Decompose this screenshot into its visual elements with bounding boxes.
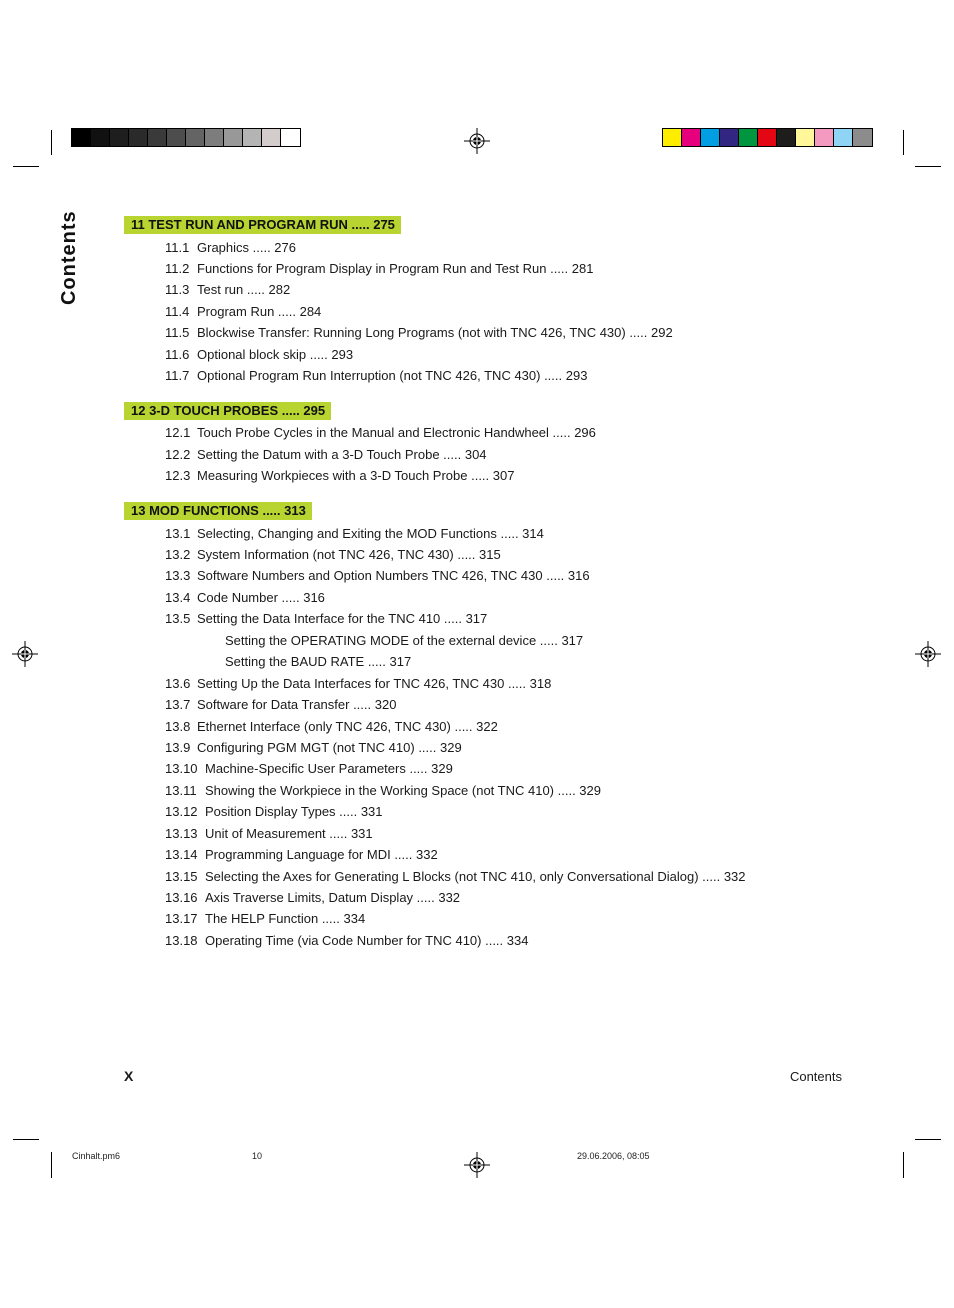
toc-entry-number: 11.3 bbox=[165, 282, 190, 297]
toc-entry-number: 11.1 bbox=[165, 240, 190, 255]
toc-entry-title: Showing the Workpiece in the Working Space (not TNC 410) ..... 329 bbox=[205, 783, 601, 798]
toc-entry-number: 13.12 bbox=[165, 804, 198, 819]
color-swatch bbox=[243, 129, 262, 146]
toc-entry[interactable] bbox=[165, 676, 551, 692]
running-footer-section: Contents bbox=[789, 1069, 842, 1084]
toc-entry-title: Operating Time (via Code Number for TNC 410) ..... 334 bbox=[205, 933, 529, 948]
color-swatch bbox=[91, 129, 110, 146]
toc-entry-title: Test run ..... 282 bbox=[197, 282, 291, 297]
toc-entry-number: 11.7 bbox=[165, 368, 190, 383]
toc-entry-title: Measuring Workpieces with a 3-D Touch Probe ..... 307 bbox=[197, 468, 515, 483]
crop-mark bbox=[13, 166, 39, 167]
color-swatch bbox=[739, 129, 758, 146]
toc-entry-number: 13.11 bbox=[165, 783, 197, 798]
toc-entry-number: 13.10 bbox=[165, 761, 198, 776]
toc-entry-number: 13.15 bbox=[165, 869, 198, 884]
color-swatch bbox=[777, 129, 796, 146]
color-swatch bbox=[167, 129, 186, 146]
color-swatch bbox=[834, 129, 853, 146]
toc-entry[interactable] bbox=[165, 740, 462, 756]
toc-entry-title: Machine-Specific User Parameters ..... 329 bbox=[205, 761, 453, 776]
color-swatch bbox=[72, 129, 91, 146]
color-swatch bbox=[682, 129, 701, 146]
color-swatch bbox=[262, 129, 281, 146]
toc-entry[interactable] bbox=[225, 633, 583, 649]
chapter-heading[interactable]: 11 TEST RUN AND PROGRAM RUN ..... 275 bbox=[124, 216, 401, 234]
color-swatch bbox=[853, 129, 872, 146]
toc-entry[interactable] bbox=[165, 425, 596, 441]
toc-entry[interactable] bbox=[165, 368, 587, 384]
toc-entry[interactable] bbox=[165, 240, 296, 256]
toc-entry-title: Selecting, Changing and Exiting the MOD Functions ..... 314 bbox=[197, 526, 544, 541]
toc-entry[interactable] bbox=[165, 447, 487, 463]
toc-entry-number: 12.3 bbox=[165, 468, 191, 483]
registration-mark-icon bbox=[464, 1152, 490, 1178]
toc-entry-title: Code Number ..... 316 bbox=[197, 590, 325, 605]
chapter-heading[interactable]: 13 MOD FUNCTIONS ..... 313 bbox=[124, 502, 312, 520]
crop-mark bbox=[915, 1139, 941, 1140]
color-calibration-bar bbox=[662, 128, 873, 147]
toc-entry[interactable] bbox=[165, 697, 396, 713]
color-swatch bbox=[815, 129, 834, 146]
page-title-vertical: Contents bbox=[58, 210, 80, 305]
toc-entry-title: Setting Up the Data Interfaces for TNC 426, TNC 430 ..... 318 bbox=[197, 676, 552, 691]
toc-entry[interactable] bbox=[165, 304, 321, 320]
toc-entry-number: 13.5 bbox=[165, 611, 191, 626]
toc-entry[interactable] bbox=[165, 547, 501, 563]
toc-entry[interactable] bbox=[225, 654, 411, 670]
registration-mark-icon bbox=[464, 128, 490, 154]
toc-entry[interactable] bbox=[165, 568, 590, 584]
color-swatch bbox=[701, 129, 720, 146]
toc-entry[interactable] bbox=[165, 933, 528, 949]
toc-entry[interactable] bbox=[165, 526, 544, 542]
color-swatch bbox=[281, 129, 300, 146]
color-swatch bbox=[129, 129, 148, 146]
toc-entry[interactable] bbox=[165, 761, 453, 777]
toc-entry[interactable] bbox=[165, 890, 460, 906]
toc-entry[interactable] bbox=[165, 590, 325, 606]
color-swatch bbox=[758, 129, 777, 146]
registration-mark-icon bbox=[915, 641, 941, 667]
toc-entry-number: 11.2 bbox=[165, 261, 190, 276]
toc-entry-title: Position Display Types ..... 331 bbox=[205, 804, 383, 819]
toc-entry-title: Setting the OPERATING MODE of the external device ..... 317 bbox=[225, 633, 584, 648]
toc-entry-number: 12.1 bbox=[165, 425, 191, 440]
toc-entry[interactable] bbox=[165, 468, 514, 484]
toc-entry-title: Programming Language for MDI ..... 332 bbox=[205, 847, 438, 862]
toc-entry-title: Graphics ..... 276 bbox=[197, 240, 296, 255]
toc-entry-title: Software for Data Transfer ..... 320 bbox=[197, 697, 397, 712]
toc-entry-number: 13.1 bbox=[165, 526, 191, 541]
toc-entry[interactable] bbox=[165, 847, 438, 863]
crop-mark bbox=[13, 1139, 39, 1140]
color-swatch bbox=[205, 129, 224, 146]
toc-entry-number: 13.6 bbox=[165, 676, 191, 691]
toc-entry-number: 13.4 bbox=[165, 590, 191, 605]
toc-entry-title: Unit of Measurement ..... 331 bbox=[205, 826, 373, 841]
toc-entry-title: Functions for Program Display in Program Run and Test Run ..... 281 bbox=[197, 261, 594, 276]
toc-entry-number: 13.7 bbox=[165, 697, 191, 712]
color-swatch bbox=[148, 129, 167, 146]
color-swatch bbox=[720, 129, 739, 146]
toc-entry-number: 13.13 bbox=[165, 826, 198, 841]
toc-entry-number: 13.3 bbox=[165, 568, 191, 583]
crop-mark bbox=[51, 130, 52, 155]
toc-entry-number: 11.6 bbox=[165, 347, 190, 362]
registration-mark-icon bbox=[12, 641, 38, 667]
toc-entry[interactable] bbox=[165, 261, 593, 277]
toc-entry-number: 13.2 bbox=[165, 547, 191, 562]
toc-entry-title: Setting the Data Interface for the TNC 410 ..... 317 bbox=[197, 611, 488, 626]
slug-filename: Cinhalt.pm6 bbox=[72, 1151, 121, 1161]
toc-entry-title: Setting the Datum with a 3-D Touch Probe ..... 304 bbox=[197, 447, 487, 462]
color-swatch bbox=[224, 129, 243, 146]
toc-entry-title: Software Numbers and Option Numbers TNC 426, TNC 430 ..... 316 bbox=[197, 568, 590, 583]
toc-entry-title: Setting the BAUD RATE ..... 317 bbox=[225, 654, 412, 669]
color-swatch bbox=[663, 129, 682, 146]
toc-entry-number: 13.18 bbox=[165, 933, 198, 948]
crop-mark bbox=[51, 1152, 52, 1178]
toc-entry[interactable] bbox=[165, 826, 373, 842]
toc-entry-title: The HELP Function ..... 334 bbox=[205, 911, 366, 926]
chapter-heading[interactable]: 12 3-D TOUCH PROBES ..... 295 bbox=[124, 402, 331, 420]
toc-entry[interactable] bbox=[165, 804, 383, 820]
toc-entry-number: 11.4 bbox=[165, 304, 190, 319]
toc-entry-title: Optional Program Run Interruption (not TNC 426, TNC 430) ..... 293 bbox=[197, 368, 588, 383]
toc-entry-number: 11.5 bbox=[165, 325, 190, 340]
toc-entry-number: 12.2 bbox=[165, 447, 191, 462]
toc-entry-title: Program Run ..... 284 bbox=[197, 304, 322, 319]
toc-entry-number: 13.9 bbox=[165, 740, 191, 755]
toc-entry-title: Axis Traverse Limits, Datum Display ..... 332 bbox=[205, 890, 461, 905]
toc-entry[interactable] bbox=[165, 911, 365, 927]
toc-entry-title: Touch Probe Cycles in the Manual and Electronic Handwheel ..... 296 bbox=[197, 425, 596, 440]
page-number: X bbox=[124, 1068, 134, 1084]
slug-page: 10 bbox=[252, 1151, 263, 1161]
gray-calibration-bar bbox=[71, 128, 301, 147]
toc-entry-number: 13.16 bbox=[165, 890, 198, 905]
toc-entry-title: Configuring PGM MGT (not TNC 410) ..... 329 bbox=[197, 740, 462, 755]
color-swatch bbox=[796, 129, 815, 146]
toc-entry-number: 13.8 bbox=[165, 719, 191, 734]
toc-entry-title: System Information (not TNC 426, TNC 430) ..... 315 bbox=[197, 547, 501, 562]
toc-entry[interactable] bbox=[165, 719, 498, 735]
slug-datetime: 29.06.2006, 08:05 bbox=[577, 1151, 650, 1161]
toc-entry[interactable] bbox=[165, 611, 487, 627]
toc-entry[interactable] bbox=[165, 783, 601, 799]
toc-entry[interactable] bbox=[165, 347, 353, 363]
toc-entry-number: 13.17 bbox=[165, 911, 198, 926]
color-swatch bbox=[186, 129, 205, 146]
color-swatch bbox=[110, 129, 129, 146]
toc-entry-title: Selecting the Axes for Generating L Blocks (not TNC 410, only Conversational Dialog) ..... 332 bbox=[205, 869, 746, 884]
toc-entry[interactable] bbox=[165, 282, 290, 298]
toc-entry-title: Blockwise Transfer: Running Long Programs (not with TNC 426, TNC 430) ..... 292 bbox=[197, 325, 673, 340]
toc-entry-title: Ethernet Interface (only TNC 426, TNC 430) ..... 322 bbox=[197, 719, 498, 734]
crop-mark bbox=[903, 130, 904, 155]
toc-entry[interactable] bbox=[165, 869, 746, 885]
crop-mark bbox=[915, 166, 941, 167]
toc-entry-number: 13.14 bbox=[165, 847, 198, 862]
crop-mark bbox=[903, 1152, 904, 1178]
toc-entry[interactable] bbox=[165, 325, 673, 341]
toc-entry-title: Optional block skip ..... 293 bbox=[197, 347, 354, 362]
